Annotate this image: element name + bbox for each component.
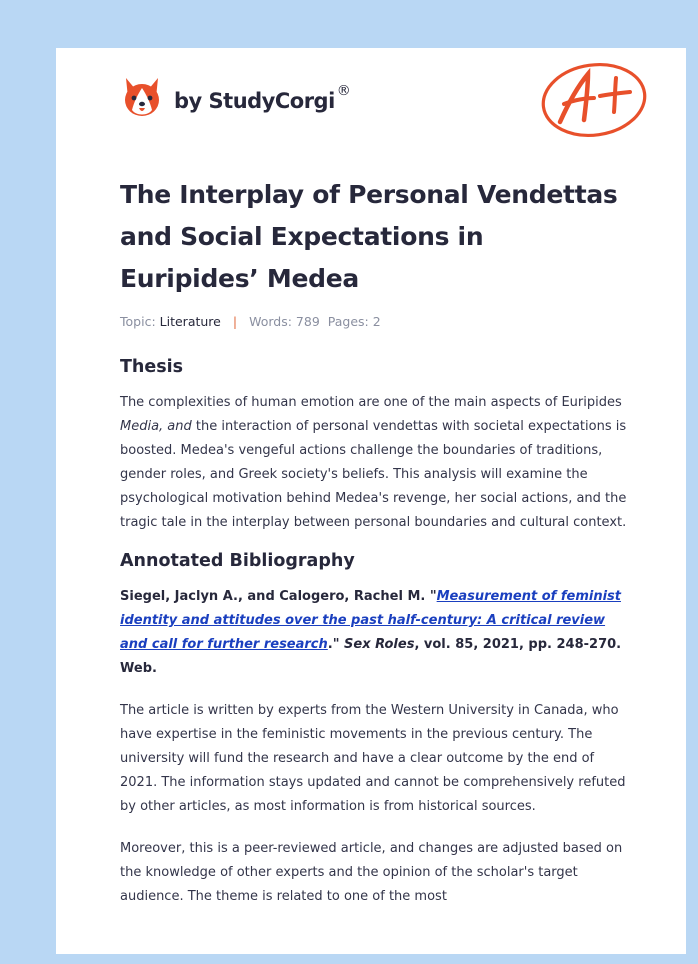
page-title: The Interplay of Personal Vendettas and Social Expectations in Euripides’ Medea — [120, 180, 618, 293]
corgi-icon — [122, 76, 162, 120]
citation: Siegel, Jaclyn A., and Calogero, Rachel M. "Measurement of feminist identity and attitudes over the past half-century: A critical review and call for further research." Sex Roles, vol. 85, 2021, pp. 248-270. Web. — [120, 589, 622, 676]
page-count: Pages: 2 — [327, 314, 381, 329]
document-content — [120, 180, 630, 909]
thesis-heading: Thesis — [120, 357, 184, 377]
document-meta — [120, 314, 630, 329]
a-plus-stamp-icon — [538, 58, 650, 140]
topic-label: Topic: — [120, 314, 156, 329]
citation-link[interactable]: Measurement of feminist identity and attitudes over the past half-century: A critical review and call for further research — [120, 589, 621, 652]
topic-link[interactable]: Literature — [159, 314, 221, 329]
grade-stamp — [538, 58, 650, 144]
brand-logo[interactable] — [122, 76, 350, 120]
word-count: Words: 789 — [249, 314, 320, 329]
brand-name: by StudyCorgi ® — [174, 83, 351, 113]
annotation-paragraph-1: The article is written by experts from the Western University in Canada, who have expertise in the feministic movements in the previous century. The university will fund the research and have a clear outcome by the end of 2021. The information stays updated and cannot be comprehensively refuted by other articles, as most information is from historical sources. — [120, 703, 626, 814]
meta-separator: | — [232, 314, 238, 329]
document-page — [56, 48, 686, 954]
citation-journal: Sex Roles — [344, 637, 415, 652]
bibliography-heading: Annotated Bibliography — [120, 551, 355, 571]
thesis-paragraph: The complexities of human emotion are one of the main aspects of Euripides Media, and the interaction of personal vendettas with societal expectations is boosted. Medea's vengeful actions challenge the boundaries of traditions, gender roles, and Greek society's beliefs. This analysis will examine the psychological motivation behind Medea's revenge, her social actions, and the tragic tale in the interplay between personal boundaries and cultural context. — [120, 395, 627, 530]
annotation-paragraph-2: Moreover, this is a peer-reviewed article, and changes are adjusted based on the knowledge of other experts and the opinion of the scholar's target audience. The theme is related to one of the most — [120, 841, 623, 904]
